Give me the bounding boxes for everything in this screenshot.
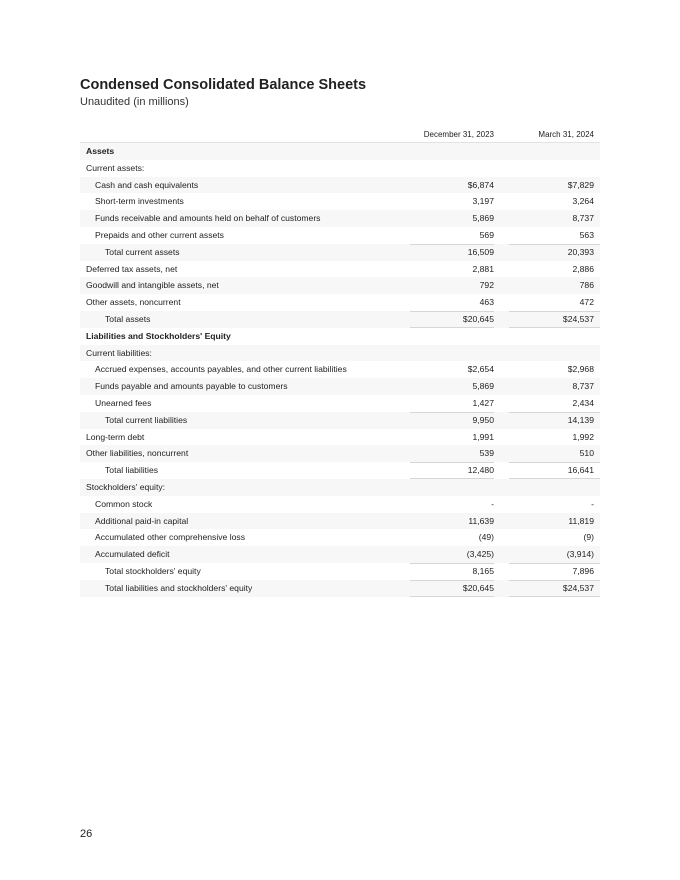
table-row bbox=[80, 496, 600, 513]
table-row bbox=[80, 277, 600, 294]
value-mar-2024: 1,992 bbox=[572, 431, 594, 442]
value-dec-2023: $2,654 bbox=[467, 364, 494, 375]
table-row bbox=[80, 445, 600, 462]
table-row bbox=[80, 294, 600, 311]
value-mar-2024: 2,434 bbox=[572, 397, 594, 408]
table-row bbox=[80, 193, 600, 210]
value-dec-2023: 1,427 bbox=[472, 397, 494, 408]
value-dec-2023: 3,197 bbox=[472, 196, 494, 207]
table-row bbox=[80, 429, 600, 446]
value-dec-2023: 11,639 bbox=[468, 515, 494, 526]
table-row bbox=[80, 529, 600, 546]
table-row bbox=[80, 513, 600, 530]
balance-sheet-table bbox=[80, 127, 600, 597]
value-dec-2023: 16,509 bbox=[467, 246, 494, 257]
row-label: Cash and cash equivalents bbox=[95, 179, 199, 190]
table-row bbox=[80, 311, 600, 328]
value-mar-2024: 510 bbox=[579, 448, 594, 459]
value-dec-2023: 463 bbox=[479, 297, 494, 308]
row-label: Other liabilities, noncurrent bbox=[86, 448, 189, 459]
value-mar-2024: $24,537 bbox=[562, 582, 594, 593]
row-label: Short-term investments bbox=[95, 196, 184, 207]
row-label: Common stock bbox=[95, 498, 153, 509]
table-row bbox=[80, 412, 600, 429]
value-mar-2024: $2,968 bbox=[567, 364, 594, 375]
value-dec-2023: (3,425) bbox=[466, 549, 494, 560]
row-label: Accumulated other comprehensive loss bbox=[95, 532, 245, 543]
row-label: Stockholders' equity: bbox=[86, 481, 166, 492]
value-mar-2024: 3,264 bbox=[572, 196, 594, 207]
value-mar-2024: 14,139 bbox=[567, 414, 594, 425]
row-label: Total stockholders' equity bbox=[105, 565, 201, 576]
value-dec-2023: 9,950 bbox=[472, 414, 494, 425]
value-mar-2024: 2,886 bbox=[572, 263, 594, 274]
row-label: Goodwill and intangible assets, net bbox=[86, 280, 219, 291]
value-mar-2024: (3,914) bbox=[566, 549, 594, 560]
value-mar-2024: $24,537 bbox=[562, 313, 594, 324]
value-mar-2024: 20,393 bbox=[567, 246, 594, 257]
table-row bbox=[80, 462, 600, 479]
value-mar-2024: (9) bbox=[583, 532, 594, 543]
value-dec-2023: (49) bbox=[478, 532, 494, 543]
row-label: Unearned fees bbox=[95, 397, 152, 408]
table-row bbox=[80, 378, 600, 395]
table-row bbox=[80, 580, 600, 597]
value-dec-2023: 8,165 bbox=[472, 565, 494, 576]
row-label: Accumulated deficit bbox=[95, 549, 170, 560]
value-dec-2023: $20,645 bbox=[462, 582, 494, 593]
column-header-dec-2023: December 31, 2023 bbox=[423, 130, 494, 139]
table-row bbox=[80, 261, 600, 278]
value-mar-2024: 563 bbox=[579, 229, 594, 240]
value-dec-2023: 5,869 bbox=[472, 213, 494, 224]
row-label: Funds payable and amounts payable to customers bbox=[95, 381, 288, 392]
table-row bbox=[80, 177, 600, 194]
table-row bbox=[80, 328, 600, 345]
value-dec-2023: - bbox=[491, 498, 494, 509]
page-number: 26 bbox=[80, 828, 93, 840]
value-mar-2024: 7,896 bbox=[572, 565, 594, 576]
row-label: Accrued expenses, accounts payables, and other current liabilities bbox=[95, 364, 347, 375]
table-row bbox=[80, 361, 600, 378]
row-label: Total assets bbox=[105, 313, 151, 324]
table-row bbox=[80, 479, 600, 496]
row-label: Other assets, noncurrent bbox=[86, 297, 181, 308]
document-subtitle: Unaudited (in millions) bbox=[80, 96, 189, 108]
row-label: Total current liabilities bbox=[105, 414, 188, 425]
table-row bbox=[80, 563, 600, 580]
row-label: Deferred tax assets, net bbox=[86, 263, 178, 274]
table-header bbox=[80, 127, 600, 143]
value-mar-2024: - bbox=[591, 498, 594, 509]
value-mar-2024: 16,641 bbox=[567, 465, 594, 476]
value-dec-2023: 1,991 bbox=[472, 431, 494, 442]
column-header-mar-2024: March 31, 2024 bbox=[538, 130, 594, 139]
value-dec-2023: $20,645 bbox=[462, 313, 494, 324]
value-mar-2024: 8,737 bbox=[572, 213, 594, 224]
value-mar-2024: $7,829 bbox=[567, 179, 594, 190]
value-dec-2023: 539 bbox=[479, 448, 494, 459]
row-label: Assets bbox=[86, 146, 115, 156]
row-label: Long-term debt bbox=[86, 431, 145, 442]
table-body bbox=[80, 143, 600, 597]
table-row bbox=[80, 395, 600, 412]
row-label: Total current assets bbox=[105, 246, 180, 257]
row-label: Additional paid-in capital bbox=[95, 515, 189, 526]
value-dec-2023: 2,881 bbox=[472, 263, 494, 274]
table-row bbox=[80, 143, 600, 160]
table-row bbox=[80, 210, 600, 227]
table-row bbox=[80, 160, 600, 177]
value-mar-2024: 786 bbox=[579, 280, 594, 291]
value-dec-2023: $6,874 bbox=[467, 179, 494, 190]
row-label: Total liabilities bbox=[105, 465, 159, 476]
row-label: Current liabilities: bbox=[86, 347, 152, 358]
value-dec-2023: 569 bbox=[479, 229, 494, 240]
row-label: Total liabilities and stockholders' equity bbox=[105, 582, 253, 593]
table-row bbox=[80, 244, 600, 261]
table-row bbox=[80, 345, 600, 362]
value-mar-2024: 11,819 bbox=[568, 515, 594, 526]
row-label: Liabilities and Stockholders' Equity bbox=[86, 330, 231, 341]
value-mar-2024: 472 bbox=[579, 297, 594, 308]
row-label: Current assets: bbox=[86, 162, 145, 173]
row-label: Prepaids and other current assets bbox=[95, 229, 224, 240]
value-mar-2024: 8,737 bbox=[572, 381, 594, 392]
table-row bbox=[80, 546, 600, 563]
document-title: Condensed Consolidated Balance Sheets bbox=[80, 77, 367, 93]
value-dec-2023: 792 bbox=[479, 280, 494, 291]
value-dec-2023: 5,869 bbox=[472, 381, 494, 392]
value-dec-2023: 12,480 bbox=[467, 465, 494, 476]
table-row bbox=[80, 227, 600, 244]
row-label: Funds receivable and amounts held on behalf of customers bbox=[95, 213, 321, 224]
